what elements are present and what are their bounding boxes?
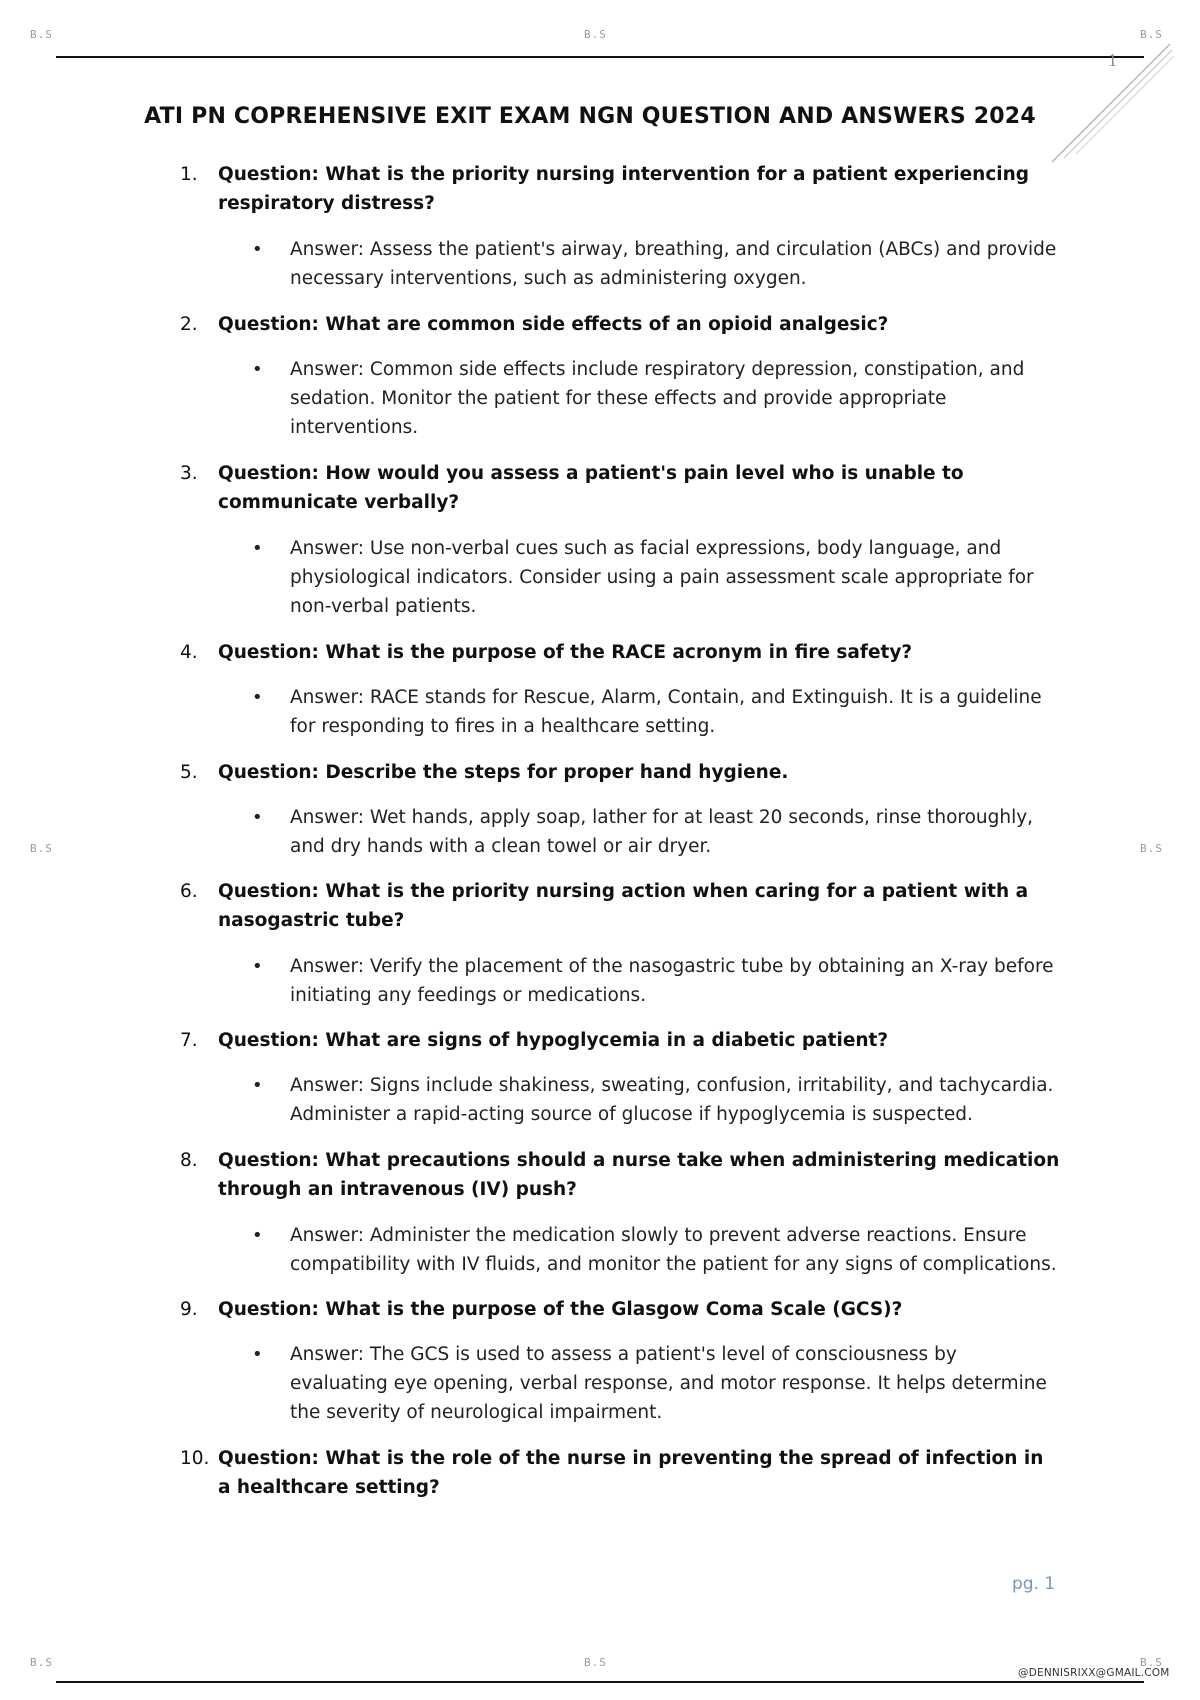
bullet-icon: • (252, 807, 263, 828)
answer: • Answer: Verify the placement of the nasogastric tube by obtaining an X-ray before initiating any feedings or medications. (180, 952, 1060, 1010)
bullet-icon: • (252, 239, 263, 260)
question: 4. Question: What is the purpose of the RACE acronym in fire safety? (180, 638, 1060, 667)
watermark-top-right: B.S (1140, 28, 1163, 41)
item-number: 2. (180, 314, 198, 335)
bullet-icon: • (252, 1344, 263, 1365)
question: 2. Question: What are common side effects of an opioid analgesic? (180, 310, 1060, 339)
answer: • Answer: Common side effects include respiratory depression, constipation, and sedation. Monitor the patient for these effects and provide appropriate interventions. (180, 355, 1060, 442)
watermark-top-center: B.S (584, 28, 607, 41)
item-number: 10. (180, 1448, 210, 1469)
watermark-bottom-left: B.S (30, 1656, 53, 1669)
item-number: 9. (180, 1299, 198, 1320)
item-number: 3. (180, 463, 198, 484)
question: 6. Question: What is the priority nursing action when caring for a patient with a nasogastric tube? (180, 877, 1060, 935)
item-number: 7. (180, 1030, 198, 1051)
qa-item-9 (180, 1295, 1060, 1427)
watermark-mid-left: B.S (30, 842, 53, 855)
watermark-top-left: B.S (30, 28, 53, 41)
qa-item-8 (180, 1146, 1060, 1279)
answer: • Answer: The GCS is used to assess a patient's level of consciousness by evaluating eye opening, verbal response, and motor response. It helps determine the severity of neurological impairment. (180, 1340, 1060, 1427)
question: 8. Question: What precautions should a nurse take when administering medication through an intravenous (IV) push? (180, 1146, 1060, 1204)
qa-item-6 (180, 877, 1060, 1010)
qa-item-5 (180, 758, 1060, 861)
question: 9. Question: What is the purpose of the Glasgow Coma Scale (GCS)? (180, 1295, 1060, 1324)
watermark-bottom-right: B.S (1140, 1656, 1163, 1669)
qa-item-4 (180, 638, 1060, 741)
item-number: 1. (180, 164, 198, 185)
question: 5. Question: Describe the steps for proper hand hygiene. (180, 758, 1060, 787)
footer-rule (56, 1681, 1144, 1683)
item-number: 8. (180, 1150, 198, 1171)
answer: • Answer: Use non-verbal cues such as facial expressions, body language, and physiological indicators. Consider using a pain assessment scale appropriate for non-verbal patients. (180, 534, 1060, 621)
qa-item-1 (180, 160, 1060, 293)
question: 7. Question: What are signs of hypoglycemia in a diabetic patient? (180, 1026, 1060, 1055)
watermark-mid-right: B.S (1140, 842, 1163, 855)
answer: • Answer: RACE stands for Rescue, Alarm, Contain, and Extinguish. It is a guideline for responding to fires in a healthcare setting. (180, 683, 1060, 741)
header-rule (56, 56, 1144, 58)
watermark-bottom-center: B.S (584, 1656, 607, 1669)
question: 10. Question: What is the role of the nurse in preventing the spread of infection in a healthcare setting? (180, 1444, 1060, 1502)
bullet-icon: • (252, 538, 263, 559)
qa-item-10 (180, 1444, 1060, 1502)
bullet-icon: • (252, 1075, 263, 1096)
bullet-icon: • (252, 359, 263, 380)
answer: • Answer: Wet hands, apply soap, lather for at least 20 seconds, rinse thoroughly, and dry hands with a clean towel or air dryer. (180, 803, 1060, 861)
qa-item-3 (180, 459, 1060, 621)
item-number: 6. (180, 881, 198, 902)
answer: • Answer: Signs include shakiness, sweating, confusion, irritability, and tachycardia. Administer a rapid-acting source of glucose if hypoglycemia is suspected. (180, 1071, 1060, 1129)
bullet-icon: • (252, 687, 263, 708)
item-number: 5. (180, 762, 198, 783)
qa-item-7 (180, 1026, 1060, 1129)
bullet-icon: • (252, 956, 263, 977)
answer: • Answer: Administer the medication slowly to prevent adverse reactions. Ensure compatibility with IV fluids, and monitor the patient for any signs of complications. (180, 1221, 1060, 1279)
page-marker: 1 (1108, 50, 1117, 70)
bullet-icon: • (252, 1225, 263, 1246)
page-number: pg. 1 (1012, 1574, 1056, 1594)
item-number: 4. (180, 642, 198, 663)
author-email: @DENNISRIXX@GMAIL.COM (1018, 1667, 1170, 1679)
qa-item-2 (180, 310, 1060, 442)
question: 3. Question: How would you assess a patient's pain level who is unable to communicate verbally? (180, 459, 1060, 517)
question: 1. Question: What is the priority nursing intervention for a patient experiencing respiratory distress? (180, 160, 1060, 218)
answer: • Answer: Assess the patient's airway, breathing, and circulation (ABCs) and provide necessary interventions, such as administering oxygen. (180, 235, 1060, 293)
page-title: ATI PN COPREHENSIVE EXIT EXAM NGN QUESTION AND ANSWERS 2024 (144, 104, 1036, 129)
